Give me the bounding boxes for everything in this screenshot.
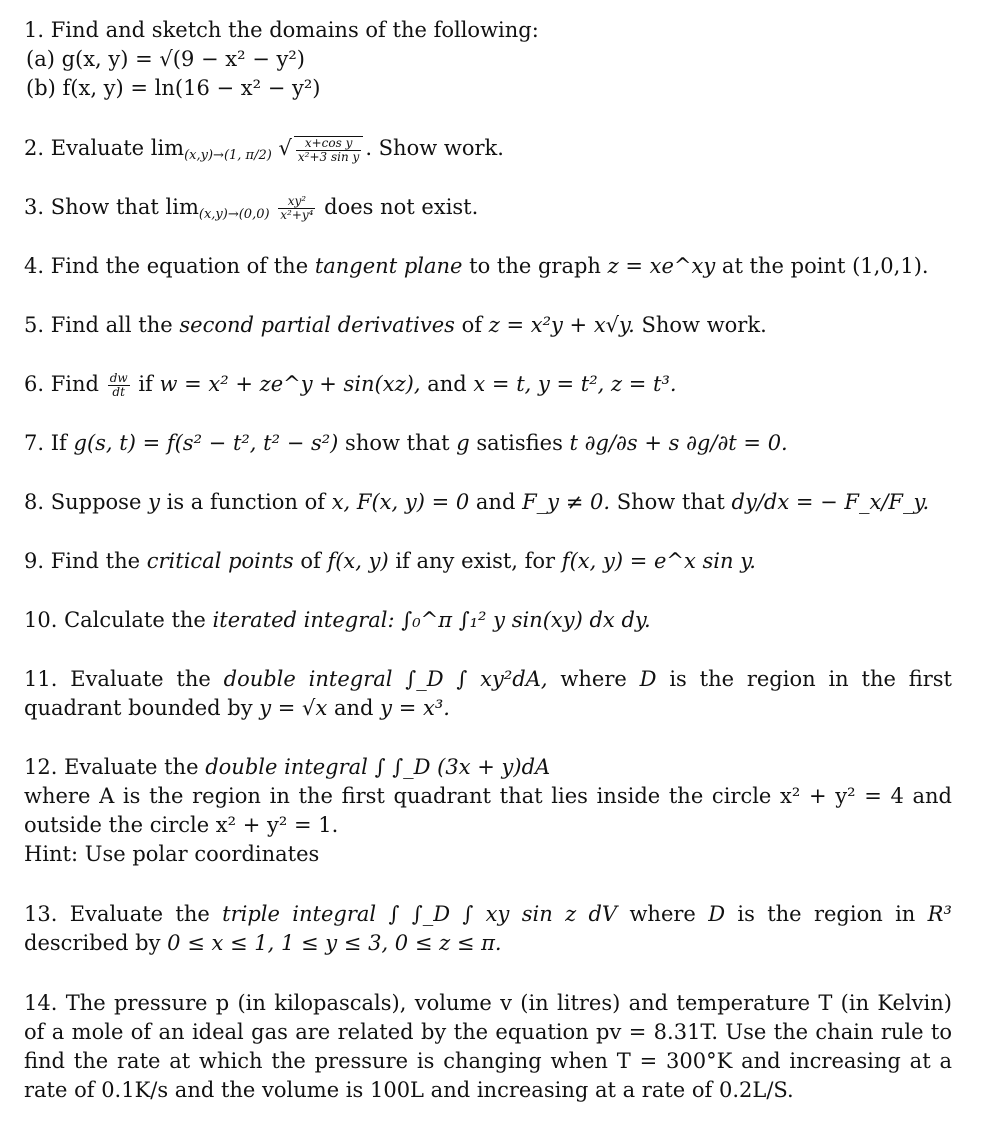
problem-text: show that <box>345 431 450 455</box>
problem-text: Find the <box>50 549 141 573</box>
problem-text: where <box>629 902 696 926</box>
problem-text-end: does not exist. <box>324 195 479 219</box>
problem-text: to the graph <box>469 254 601 278</box>
problem-number: 13. <box>24 902 58 926</box>
problem-text: if any exist, for <box>395 549 556 573</box>
problem-text: If <box>50 431 67 455</box>
problem-text: Evaluate the <box>64 755 199 779</box>
math-expression: t ∂g/∂s + s ∂g/∂t = 0. <box>569 431 788 455</box>
emphasis-term: iterated integral: <box>212 608 395 632</box>
fraction <box>294 136 363 164</box>
problem-number: 6. <box>24 372 45 396</box>
problem-text: and <box>475 490 516 514</box>
problem-number: 12. <box>24 755 58 779</box>
math-expression: 0 ≤ x ≤ 1, 1 ≤ y ≤ 3, 0 ≤ z ≤ π. <box>167 931 502 955</box>
problem-14 <box>24 989 952 1105</box>
problem-12 <box>24 753 952 869</box>
math-expression: g(s, t) = f(s² − t², t² − s²) <box>73 431 339 455</box>
problem-1 <box>24 16 952 103</box>
problem-number: 11. <box>24 667 58 691</box>
problem-number: 14. <box>24 991 58 1015</box>
math-expression: y = x³. <box>380 696 450 720</box>
math-expression: ∫_D ∫ xy²dA, <box>405 667 548 691</box>
emphasis-term: tangent plane <box>314 254 463 278</box>
problem-text: is a function of <box>166 490 326 514</box>
problem-text: is the region in the first quadrant bounded by <box>24 667 952 720</box>
problem-number: 5. <box>24 313 45 337</box>
fraction-denominator: x²+3 sin y <box>297 149 360 164</box>
math-expression: y = √x <box>259 696 328 720</box>
emphasis-term: double integral <box>223 667 393 691</box>
problem-text: The pressure p (in kilopascals), volume v (in litres) and temperature T (in Kelvin) of a mole of an ideal gas are related by the equation pv = 8.31T. Use the chain rule to find the rate at which the pressure is changing when T = 300°K and increasing at a rate of 0.1K/s and the volume is 100L and increasing at a rate of 0.2L/S. <box>24 991 952 1102</box>
problem-7 <box>24 429 952 458</box>
problem-number: 2. <box>24 136 45 160</box>
problem-10 <box>24 606 952 635</box>
problem-number: 10. <box>24 608 58 632</box>
problem-1-part-b: (b) f(x, y) = ln(16 − x² − y²) <box>26 76 321 100</box>
problem-text-end: . Show work. <box>365 136 504 160</box>
math-expression: w = x² + ze^y + sin(xz), <box>159 372 421 396</box>
problem-3 <box>24 193 952 229</box>
problem-text: Find the equation of the <box>50 254 309 278</box>
problem-text: Evaluate the <box>69 902 210 926</box>
fraction-numerator: dw <box>109 371 128 385</box>
emphasis-term: double integral <box>205 755 368 779</box>
problem-6 <box>24 370 952 399</box>
math-expression: y <box>148 490 160 514</box>
math-expression: ∫₀^π ∫₁² y sin(xy) dx dy. <box>401 608 651 632</box>
fraction <box>278 195 315 222</box>
math-expression: f(x, y) = e^x sin y. <box>561 549 756 573</box>
problem-number: 3. <box>24 195 45 219</box>
math-expression: z = x²y + x√y. <box>488 313 635 337</box>
problem-text: Find all the <box>50 313 173 337</box>
problem-8 <box>24 488 952 517</box>
problem-1-title: 1. Find and sketch the domains of the following: <box>24 18 539 42</box>
problem-text: Show that <box>616 490 725 514</box>
problem-text: and <box>333 696 374 720</box>
problem-text: and <box>427 372 467 396</box>
problem-text: is the region in <box>737 902 916 926</box>
math-expression: f(x, y) <box>327 549 389 573</box>
limit-subscript: (x,y)→(0,0) <box>198 207 270 222</box>
problem-text: Calculate the <box>64 608 206 632</box>
problem-9 <box>24 547 952 576</box>
emphasis-term: triple integral <box>222 902 377 926</box>
problem-11 <box>24 665 952 723</box>
problem-text: described by <box>24 931 161 955</box>
problem-text: of <box>461 313 483 337</box>
problem-number: 9. <box>24 549 45 573</box>
limit-subscript: (x,y)→(1, π/2) <box>184 148 272 163</box>
fraction-denominator: x²+y⁴ <box>280 208 314 222</box>
problem-text: of <box>300 549 321 573</box>
problem-13 <box>24 900 952 958</box>
problem-1-part-a: (a) g(x, y) = √(9 − x² − y²) <box>26 47 305 71</box>
math-expression: ∫ ∫_D ∫ xy sin z dV <box>388 902 618 926</box>
problem-number: 4. <box>24 254 45 278</box>
problem-text: Evaluate lim <box>50 136 185 160</box>
problem-2 <box>24 134 952 170</box>
problem-number: 7. <box>24 431 45 455</box>
problem-text: Suppose <box>50 490 142 514</box>
problem-5 <box>24 311 952 340</box>
math-expression: x, F(x, y) = 0 <box>331 490 470 514</box>
fraction <box>108 372 130 399</box>
problem-4 <box>24 252 952 281</box>
fraction-numerator: x+cos y <box>296 137 361 151</box>
emphasis-term: critical points <box>146 549 294 573</box>
math-expression: ∫ ∫_D (3x + y)dA <box>374 755 551 779</box>
problem-12-hint: Hint: Use polar coordinates <box>24 842 320 866</box>
math-expression: D <box>708 902 726 926</box>
sqrt-icon: √ <box>278 136 292 160</box>
math-expression: dy/dx = − F_x/F_y. <box>731 490 930 514</box>
problem-text: Show that lim <box>50 195 199 219</box>
problem-text: satisfies <box>476 431 563 455</box>
math-expression: g <box>456 431 470 455</box>
problem-text: Find <box>50 372 99 396</box>
math-expression: R³ <box>927 902 952 926</box>
problem-number: 8. <box>24 490 45 514</box>
problem-text: where <box>560 667 627 691</box>
problem-text: Evaluate the <box>70 667 211 691</box>
emphasis-term: second partial derivatives <box>179 313 455 337</box>
problem-12-body: where A is the region in the first quadrant that lies inside the circle x² + y² = 4 and outside the circle x² + y² = 1. <box>24 784 952 837</box>
problem-text: Show work. <box>641 313 767 337</box>
math-expression: F_y ≠ 0. <box>522 490 611 514</box>
problem-text: at the point (1,0,1). <box>721 254 929 278</box>
math-expression: x = t, y = t², z = t³. <box>473 372 677 396</box>
fraction-denominator: dt <box>112 385 125 399</box>
math-expression: D <box>639 667 657 691</box>
fraction-numerator: xy² <box>278 195 315 209</box>
problem-text: if <box>138 372 153 396</box>
math-expression: z = xe^xy <box>607 254 716 278</box>
